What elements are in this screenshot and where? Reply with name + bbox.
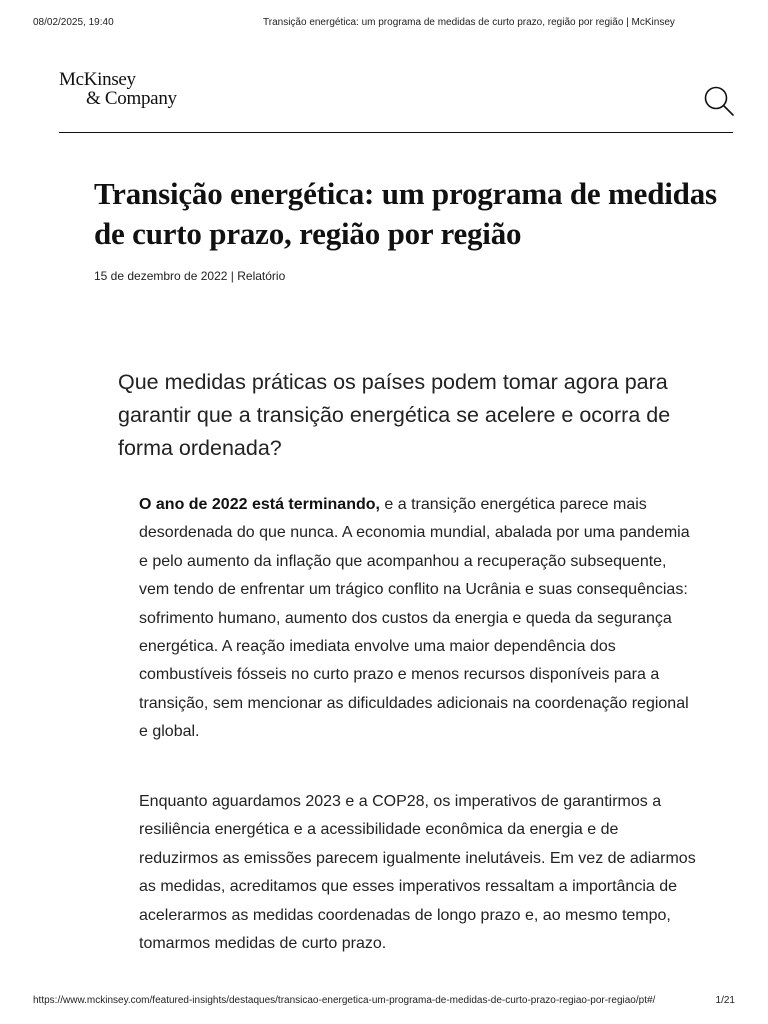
- header-divider: [59, 132, 733, 133]
- meta-separator: |: [227, 269, 238, 283]
- article-paragraph-2: Enquanto aguardamos 2023 e a COP28, os imperativos de garantirmos a resiliência energética e a acessibilidade econômica da energia e de reduzirmos as emissões parecem igualmente inelutáveis. Em vez de adiarmos as medidas, acreditamos que esses imperativos ressaltam a importância de acelerarmos as medidas coordenadas de longo prazo e, ao mesmo tempo, tomarmos medidas de curto prazo.: [139, 793, 696, 953]
- print-header: [33, 17, 735, 31]
- print-url: https://www.mckinsey.com/featured-insights/destaques/transicao-energetica-um-programa-de-medidas-de-curto-prazo-regiao-por-regiao/pt#/: [33, 995, 656, 1006]
- paragraph-1-lead: O ano de 2022 está terminando,: [139, 496, 380, 513]
- print-datetime: 08/02/2025, 19:40: [33, 17, 114, 28]
- mckinsey-logo[interactable]: [59, 70, 177, 108]
- article-paragraph-1: [139, 491, 699, 747]
- article-title: Transição energética: um programa de medidas de curto prazo, região por região: [94, 176, 717, 251]
- logo-line-2: & Company: [86, 88, 177, 109]
- print-page-number: 1/21: [715, 995, 735, 1006]
- search-button[interactable]: [702, 84, 736, 118]
- article-meta: [94, 269, 285, 283]
- article-type-link[interactable]: Relatório: [237, 269, 286, 283]
- print-document-title: Transição energética: um programa de medidas de curto prazo, região por região | McKinsey: [263, 17, 675, 28]
- logo-line-1: McKinsey: [59, 69, 136, 90]
- article-lede: Que medidas práticas os países podem tomar agora para garantir que a transição energética se acelere e ocorra de forma ordenada?: [118, 370, 671, 460]
- print-footer: [33, 995, 735, 1009]
- paragraph-1-body: e a transição energética parece mais desordenada do que nunca. A economia mundial, abalada por uma pandemia e pelo aumento da inflação que acompanhou a recuperação subsequente, vem tendo de enfrentar um trágico conflito na Ucrânia e suas consequências: sofrimento humano, aumento dos custos da energia e queda da segurança energética. A reação imediata envolve uma maior dependência dos combustíveis fósseis no curto prazo e menos recursos disponíveis para a transição, sem mencionar as dificuldades adicionais na coordenação regional e global.: [139, 496, 690, 741]
- article-date: 15 de dezembro de 2022: [94, 269, 228, 283]
- search-icon: [702, 84, 736, 118]
